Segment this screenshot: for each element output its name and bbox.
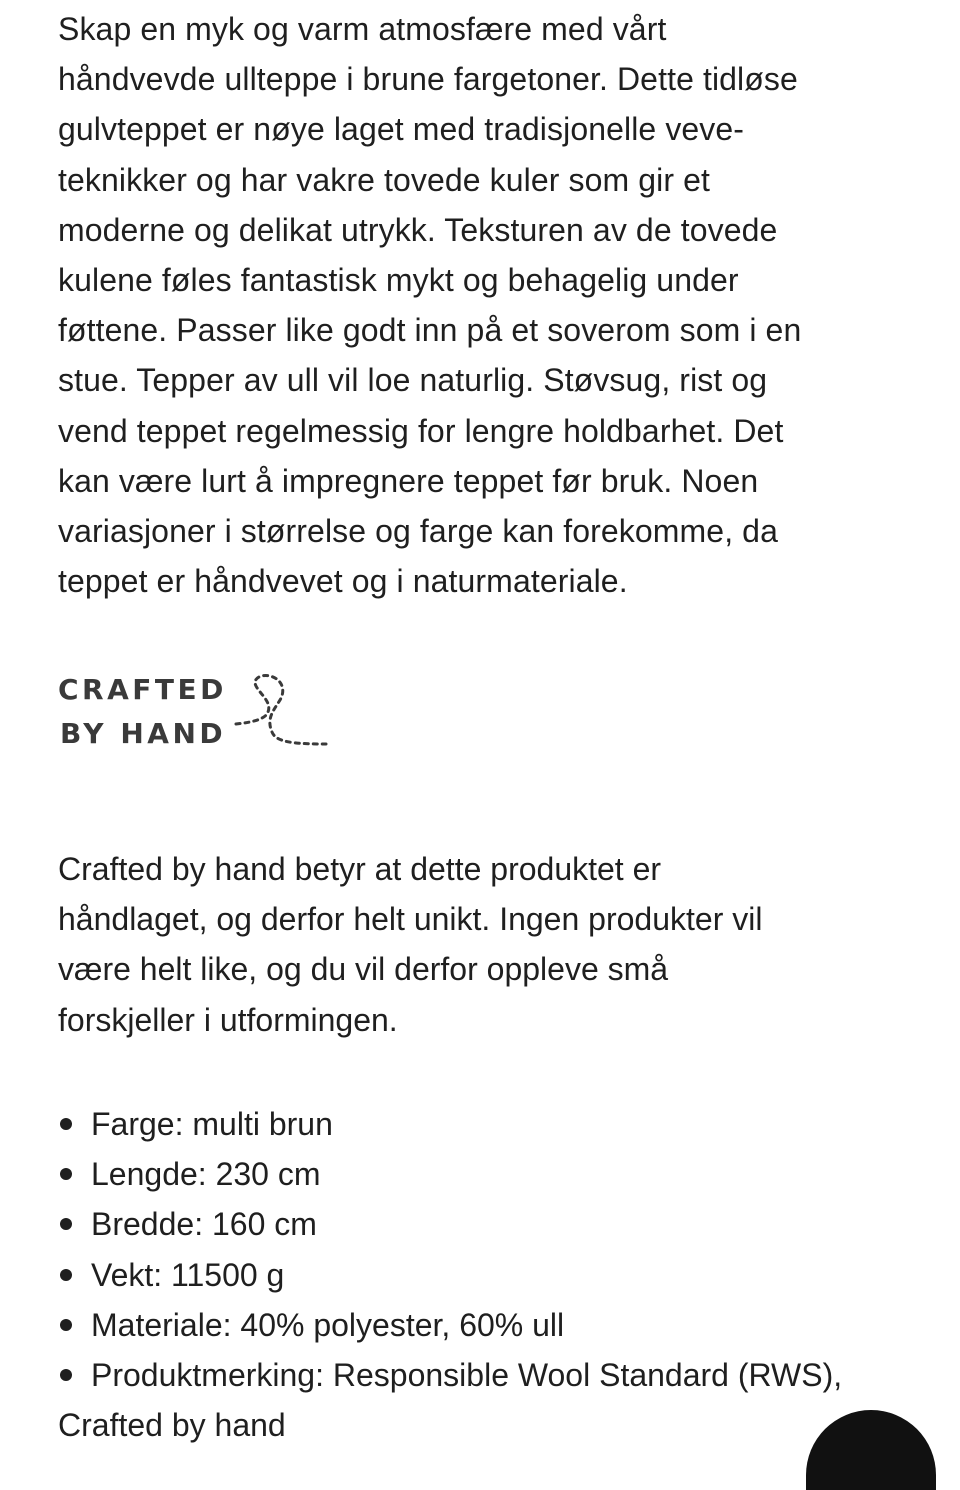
description-line: teppet er håndvevet og i naturmateriale.	[58, 563, 628, 600]
badge-line-1: CRAFTED	[58, 673, 227, 706]
badge-line-2: BY HAND	[60, 717, 227, 750]
description-line: vend teppet regelmessig for lengre holdbarhet. Det	[58, 412, 784, 449]
crafted-by-hand-info	[58, 844, 898, 1045]
description-line: stue. Tepper av ull vil loe naturlig. Støvsug, rist og	[58, 362, 768, 399]
description-line: kan være lurt å impregnere teppet før bruk. Noen	[58, 462, 759, 499]
description-line: moderne og delikat utrykk. Teksturen av de tovede	[58, 211, 778, 248]
crafted-by-hand-badge	[58, 668, 358, 758]
product-description	[58, 0, 898, 606]
crafted-by-hand-logo-text	[58, 668, 227, 756]
description-line: kulene føles fantastisk mykt og behagelig under	[58, 262, 739, 299]
info-line: forskjeller i utformingen.	[58, 1001, 398, 1038]
description-line: variasjoner i størrelse og farge kan forekomme, da	[58, 513, 778, 550]
dotted-thread-loop-icon	[226, 672, 336, 752]
info-line: Crafted by hand betyr at dette produktet er	[58, 851, 662, 887]
description-line: gulvteppet er nøye laget med tradisjonelle veve-	[58, 111, 745, 148]
spec-weight: Vekt: 11500 g	[58, 1250, 858, 1300]
spec-material: Materiale: 40% polyester, 60% ull	[58, 1300, 858, 1350]
spec-product-labeling: Produktmerking: Responsible Wool Standard (RWS), Crafted by hand	[58, 1350, 858, 1450]
spec-length: Lengde: 230 cm	[58, 1149, 858, 1199]
product-content	[58, 0, 898, 1444]
product-spec-list	[58, 1099, 858, 1450]
info-line: være helt like, og du vil derfor oppleve små	[58, 951, 669, 988]
description-line: håndvevde ullteppe i brune fargetoner. Dette tidløse	[58, 61, 798, 98]
spec-color: Farge: multi brun	[58, 1099, 858, 1149]
info-line: håndlaget, og derfor helt unikt. Ingen produkter vil	[58, 901, 763, 938]
description-line: føttene. Passer like godt inn på et soverom som i en	[58, 312, 802, 349]
description-line: Skap en myk og varm atmosfære med vårt	[58, 11, 667, 47]
spec-width: Bredde: 160 cm	[58, 1199, 858, 1249]
description-line: teknikker og har vakre tovede kuler som gir et	[58, 161, 711, 198]
